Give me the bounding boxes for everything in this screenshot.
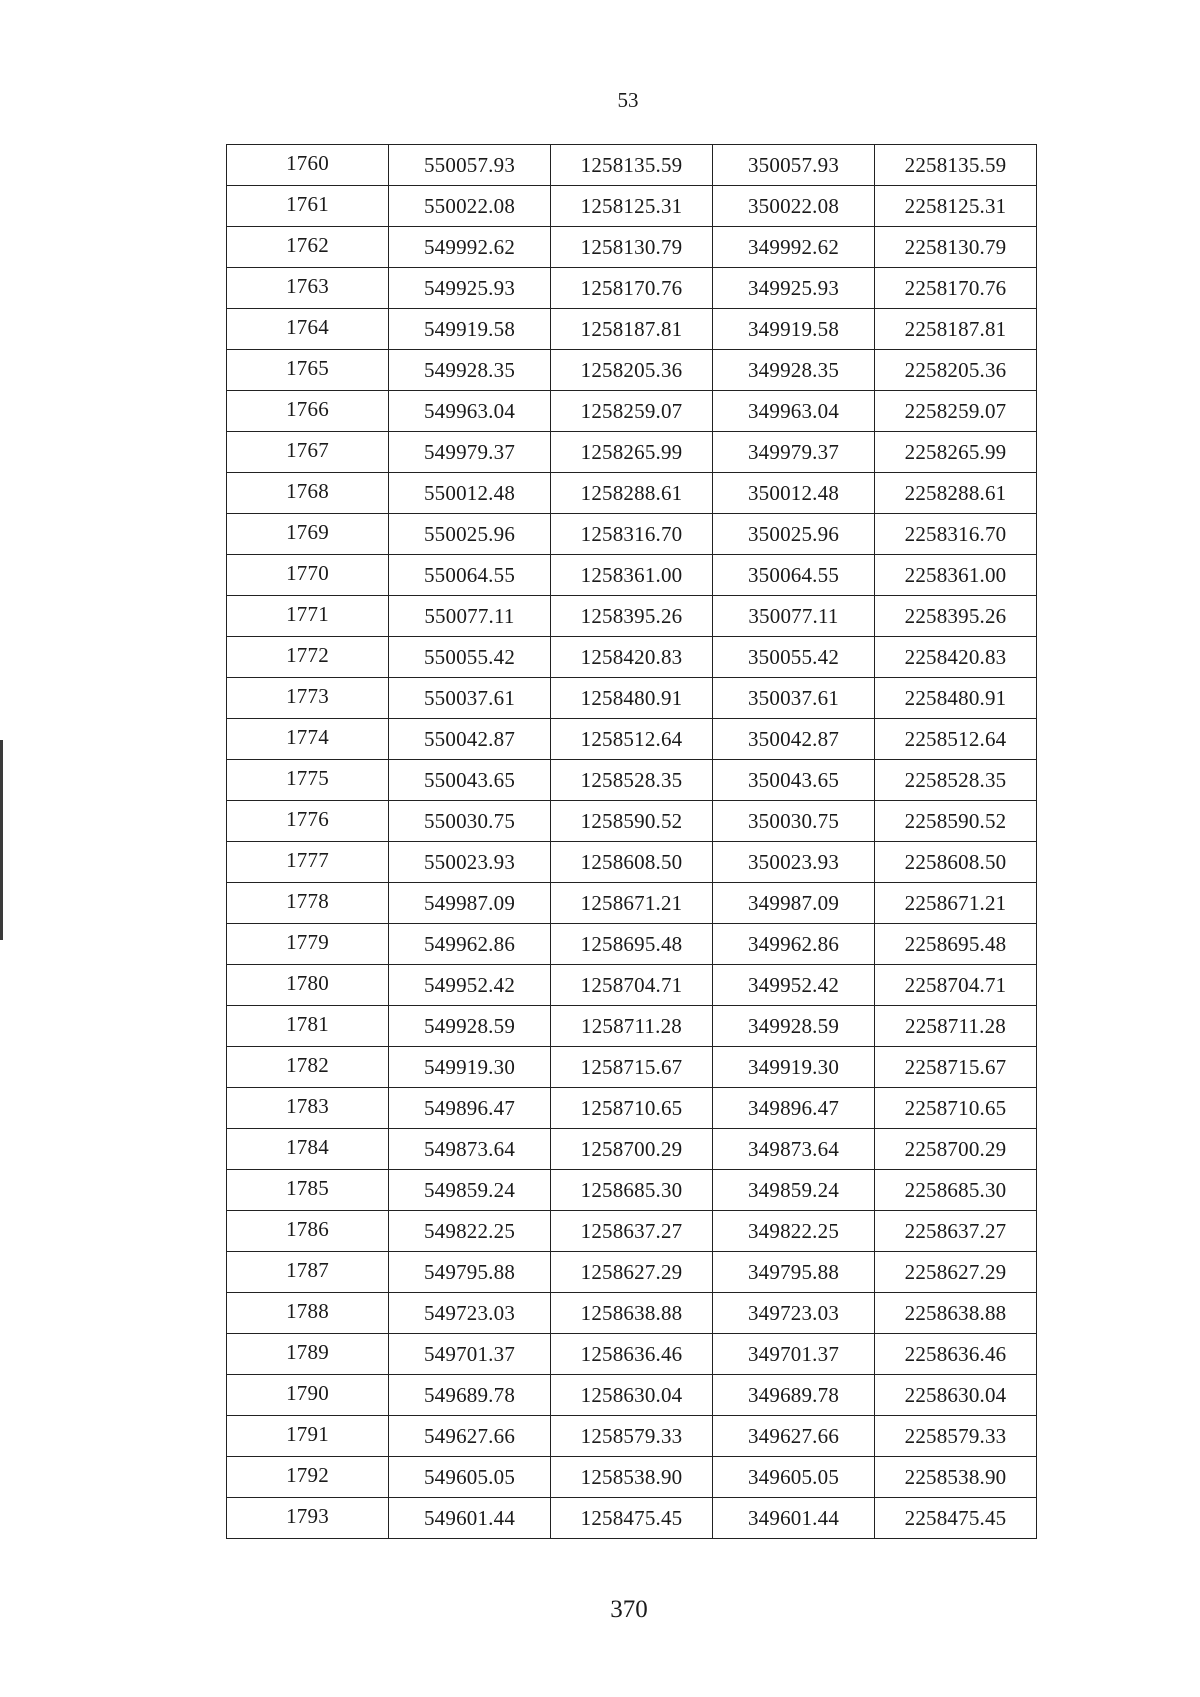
coord-x2-cell: 349925.93 [713,268,875,309]
coord-y1-cell: 1258316.70 [551,514,713,555]
coord-x2-cell: 349822.25 [713,1211,875,1252]
coord-x2-cell: 349919.58 [713,309,875,350]
coord-y2-cell: 2258630.04 [875,1375,1037,1416]
coord-x1-cell: 550022.08 [389,186,551,227]
coord-y2-cell: 2258135.59 [875,145,1037,186]
coord-y2-cell: 2258695.48 [875,924,1037,965]
coord-x1-cell: 549873.64 [389,1129,551,1170]
coord-x2-cell: 349896.47 [713,1088,875,1129]
coord-y1-cell: 1258361.00 [551,555,713,596]
point-number-cell: 1769 [227,514,389,555]
coord-y2-cell: 2258627.29 [875,1252,1037,1293]
table-row [227,1498,1037,1539]
coord-y2-cell: 2258608.50 [875,842,1037,883]
table-row [227,719,1037,760]
coord-x2-cell: 350064.55 [713,555,875,596]
table-row [227,1375,1037,1416]
coord-y2-cell: 2258704.71 [875,965,1037,1006]
table-row [227,1129,1037,1170]
coord-y2-cell: 2258265.99 [875,432,1037,473]
point-number-cell: 1777 [227,842,389,883]
coord-x2-cell: 350030.75 [713,801,875,842]
point-number-cell: 1760 [227,145,389,186]
point-number-cell: 1784 [227,1129,389,1170]
table-row [227,924,1037,965]
coord-x1-cell: 550057.93 [389,145,551,186]
coord-y1-cell: 1258205.36 [551,350,713,391]
coord-y2-cell: 2258130.79 [875,227,1037,268]
coord-y2-cell: 2258288.61 [875,473,1037,514]
table-row [227,1211,1037,1252]
coord-y1-cell: 1258685.30 [551,1170,713,1211]
coord-y1-cell: 1258630.04 [551,1375,713,1416]
coord-y2-cell: 2258579.33 [875,1416,1037,1457]
table-row [227,555,1037,596]
table-row [227,1170,1037,1211]
point-number-cell: 1775 [227,760,389,801]
coord-y1-cell: 1258135.59 [551,145,713,186]
coord-y2-cell: 2258638.88 [875,1293,1037,1334]
coord-y1-cell: 1258579.33 [551,1416,713,1457]
coord-x1-cell: 550077.11 [389,596,551,637]
point-number-cell: 1782 [227,1047,389,1088]
point-number-cell: 1764 [227,309,389,350]
coord-y2-cell: 2258361.00 [875,555,1037,596]
coord-x1-cell: 549963.04 [389,391,551,432]
coord-y1-cell: 1258627.29 [551,1252,713,1293]
table-row [227,309,1037,350]
point-number-cell: 1780 [227,965,389,1006]
coord-y1-cell: 1258475.45 [551,1498,713,1539]
point-number-cell: 1791 [227,1416,389,1457]
coord-x2-cell: 350055.42 [713,637,875,678]
point-number-cell: 1774 [227,719,389,760]
coord-x1-cell: 549723.03 [389,1293,551,1334]
coord-y1-cell: 1258288.61 [551,473,713,514]
coord-x2-cell: 350012.48 [713,473,875,514]
table-row [227,186,1037,227]
point-number-cell: 1768 [227,473,389,514]
coord-x1-cell: 550023.93 [389,842,551,883]
scan-edge-mark [0,740,3,940]
coord-x2-cell: 350025.96 [713,514,875,555]
coord-y2-cell: 2258711.28 [875,1006,1037,1047]
point-number-cell: 1770 [227,555,389,596]
table-row [227,145,1037,186]
table-row [227,1252,1037,1293]
point-number-cell: 1781 [227,1006,389,1047]
point-number-cell: 1779 [227,924,389,965]
coord-x1-cell: 549795.88 [389,1252,551,1293]
coord-y1-cell: 1258170.76 [551,268,713,309]
table-row [227,637,1037,678]
coord-x1-cell: 550030.75 [389,801,551,842]
coord-x2-cell: 349723.03 [713,1293,875,1334]
point-number-cell: 1776 [227,801,389,842]
point-number-cell: 1762 [227,227,389,268]
coord-x1-cell: 549987.09 [389,883,551,924]
coord-y1-cell: 1258700.29 [551,1129,713,1170]
coord-y1-cell: 1258710.65 [551,1088,713,1129]
table-row [227,227,1037,268]
coord-x2-cell: 350077.11 [713,596,875,637]
coord-x2-cell: 349795.88 [713,1252,875,1293]
table-row [227,842,1037,883]
coord-y1-cell: 1258480.91 [551,678,713,719]
coord-y1-cell: 1258637.27 [551,1211,713,1252]
coord-y1-cell: 1258636.46 [551,1334,713,1375]
coord-y1-cell: 1258125.31 [551,186,713,227]
coord-x1-cell: 549896.47 [389,1088,551,1129]
coord-x1-cell: 549605.05 [389,1457,551,1498]
coord-x1-cell: 549962.86 [389,924,551,965]
coord-x2-cell: 349962.86 [713,924,875,965]
page-number-bottom: 370 [610,1596,648,1623]
table-row [227,268,1037,309]
point-number-cell: 1785 [227,1170,389,1211]
coord-x2-cell: 349992.62 [713,227,875,268]
table-row [227,801,1037,842]
coord-y1-cell: 1258259.07 [551,391,713,432]
coordinate-table [226,144,1037,1539]
coord-x2-cell: 349928.35 [713,350,875,391]
coord-y2-cell: 2258187.81 [875,309,1037,350]
coord-x2-cell: 349979.37 [713,432,875,473]
coord-x2-cell: 349605.05 [713,1457,875,1498]
coord-x2-cell: 349928.59 [713,1006,875,1047]
table-row [227,678,1037,719]
coord-y1-cell: 1258187.81 [551,309,713,350]
table-row [227,350,1037,391]
coord-x1-cell: 549689.78 [389,1375,551,1416]
point-number-cell: 1778 [227,883,389,924]
coord-y1-cell: 1258695.48 [551,924,713,965]
coord-x1-cell: 549992.62 [389,227,551,268]
coord-y1-cell: 1258512.64 [551,719,713,760]
table-row [227,473,1037,514]
point-number-cell: 1790 [227,1375,389,1416]
coord-x1-cell: 549919.58 [389,309,551,350]
coord-x1-cell: 549952.42 [389,965,551,1006]
coord-y2-cell: 2258710.65 [875,1088,1037,1129]
coordinate-table-body [227,145,1037,1539]
coord-y2-cell: 2258590.52 [875,801,1037,842]
coord-y1-cell: 1258130.79 [551,227,713,268]
table-row [227,965,1037,1006]
coord-y2-cell: 2258528.35 [875,760,1037,801]
coord-y1-cell: 1258590.52 [551,801,713,842]
coord-y2-cell: 2258205.36 [875,350,1037,391]
coord-x1-cell: 549822.25 [389,1211,551,1252]
coord-x1-cell: 549979.37 [389,432,551,473]
coord-y1-cell: 1258528.35 [551,760,713,801]
coord-x1-cell: 549701.37 [389,1334,551,1375]
point-number-cell: 1783 [227,1088,389,1129]
coord-x1-cell: 550042.87 [389,719,551,760]
page-number-top: 53 [617,88,639,112]
coord-y2-cell: 2258685.30 [875,1170,1037,1211]
table-row [227,1047,1037,1088]
coord-x1-cell: 550043.65 [389,760,551,801]
coord-x2-cell: 350022.08 [713,186,875,227]
table-row [227,1457,1037,1498]
point-number-cell: 1766 [227,391,389,432]
table-row [227,1293,1037,1334]
coord-y2-cell: 2258480.91 [875,678,1037,719]
coord-x1-cell: 550025.96 [389,514,551,555]
point-number-cell: 1772 [227,637,389,678]
table-row [227,432,1037,473]
coord-x2-cell: 349859.24 [713,1170,875,1211]
coord-y1-cell: 1258608.50 [551,842,713,883]
coord-x2-cell: 350042.87 [713,719,875,760]
coord-x2-cell: 350023.93 [713,842,875,883]
coord-y1-cell: 1258265.99 [551,432,713,473]
coord-x2-cell: 350037.61 [713,678,875,719]
table-row [227,1088,1037,1129]
coord-x2-cell: 350043.65 [713,760,875,801]
coord-y2-cell: 2258512.64 [875,719,1037,760]
coord-x2-cell: 349601.44 [713,1498,875,1539]
coord-x1-cell: 549601.44 [389,1498,551,1539]
table-row [227,391,1037,432]
coord-x1-cell: 549919.30 [389,1047,551,1088]
coord-x2-cell: 349689.78 [713,1375,875,1416]
coord-y2-cell: 2258637.27 [875,1211,1037,1252]
coord-y1-cell: 1258420.83 [551,637,713,678]
table-row [227,514,1037,555]
coord-x1-cell: 549627.66 [389,1416,551,1457]
coord-y2-cell: 2258700.29 [875,1129,1037,1170]
coord-y2-cell: 2258259.07 [875,391,1037,432]
coord-x2-cell: 349987.09 [713,883,875,924]
coord-x2-cell: 349701.37 [713,1334,875,1375]
point-number-cell: 1792 [227,1457,389,1498]
coord-y1-cell: 1258715.67 [551,1047,713,1088]
coord-x2-cell: 349627.66 [713,1416,875,1457]
coord-y2-cell: 2258125.31 [875,186,1037,227]
point-number-cell: 1786 [227,1211,389,1252]
coord-y1-cell: 1258538.90 [551,1457,713,1498]
point-number-cell: 1773 [227,678,389,719]
point-number-cell: 1787 [227,1252,389,1293]
table-row [227,596,1037,637]
coord-y2-cell: 2258170.76 [875,268,1037,309]
coord-x2-cell: 349873.64 [713,1129,875,1170]
coord-x1-cell: 550064.55 [389,555,551,596]
coord-y1-cell: 1258704.71 [551,965,713,1006]
coord-y1-cell: 1258395.26 [551,596,713,637]
point-number-cell: 1789 [227,1334,389,1375]
coord-x2-cell: 349919.30 [713,1047,875,1088]
table-row [227,883,1037,924]
coord-x2-cell: 349952.42 [713,965,875,1006]
coord-y2-cell: 2258475.45 [875,1498,1037,1539]
coord-x2-cell: 350057.93 [713,145,875,186]
coord-y1-cell: 1258711.28 [551,1006,713,1047]
point-number-cell: 1767 [227,432,389,473]
point-number-cell: 1763 [227,268,389,309]
table-row [227,1006,1037,1047]
point-number-cell: 1771 [227,596,389,637]
coord-y1-cell: 1258638.88 [551,1293,713,1334]
point-number-cell: 1793 [227,1498,389,1539]
coord-x1-cell: 549928.59 [389,1006,551,1047]
coord-x1-cell: 549859.24 [389,1170,551,1211]
coord-y2-cell: 2258636.46 [875,1334,1037,1375]
point-number-cell: 1788 [227,1293,389,1334]
table-row [227,1334,1037,1375]
coord-y2-cell: 2258395.26 [875,596,1037,637]
coord-x1-cell: 550037.61 [389,678,551,719]
coord-x1-cell: 550012.48 [389,473,551,514]
coord-y2-cell: 2258316.70 [875,514,1037,555]
coord-x1-cell: 550055.42 [389,637,551,678]
coord-y2-cell: 2258420.83 [875,637,1037,678]
table-row [227,1416,1037,1457]
point-number-cell: 1761 [227,186,389,227]
coord-y1-cell: 1258671.21 [551,883,713,924]
coord-y2-cell: 2258715.67 [875,1047,1037,1088]
coord-x2-cell: 349963.04 [713,391,875,432]
coord-x1-cell: 549928.35 [389,350,551,391]
table-row [227,760,1037,801]
coord-x1-cell: 549925.93 [389,268,551,309]
coord-y2-cell: 2258538.90 [875,1457,1037,1498]
point-number-cell: 1765 [227,350,389,391]
coord-y2-cell: 2258671.21 [875,883,1037,924]
